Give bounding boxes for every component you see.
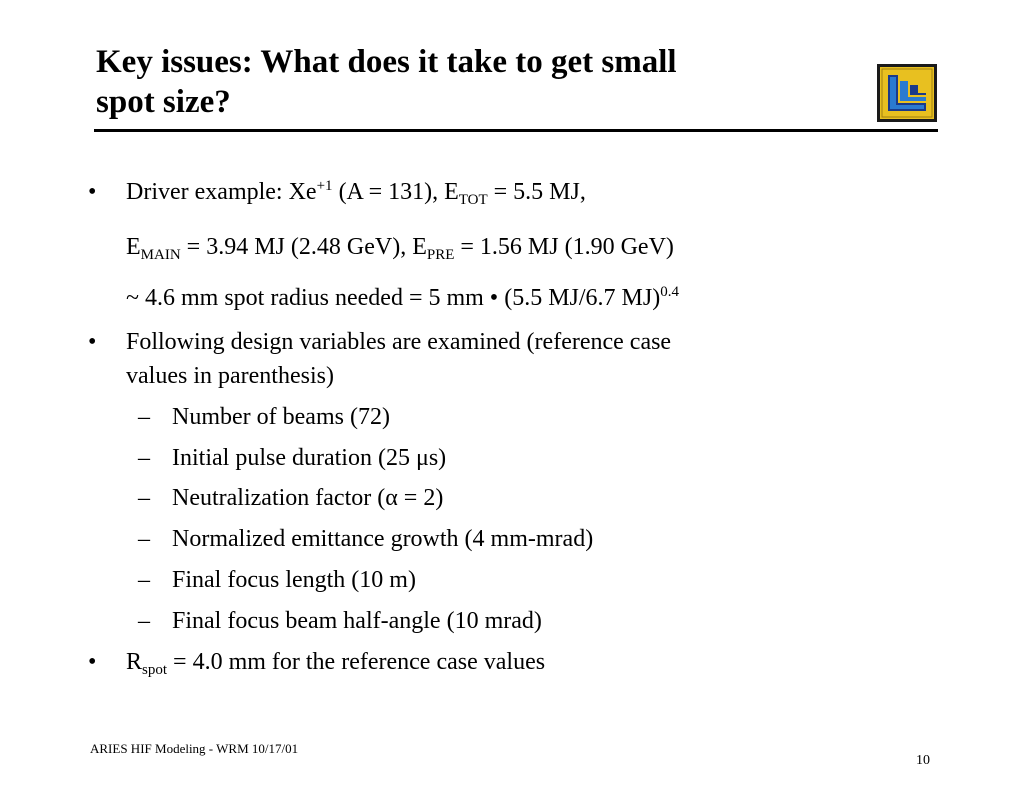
footer-text: ARIES HIF Modeling - WRM 10/17/01 — [90, 741, 299, 756]
sub-bullet-marker: – — [138, 567, 150, 593]
sub-item-number-of-beams: Number of beams (72) — [172, 404, 390, 430]
sub-item-focus-length: Final focus length (10 m) — [172, 567, 416, 593]
sub-item-emittance: Normalized emittance growth (4 mm-mrad) — [172, 526, 594, 552]
bullet-energy-line: $E_{MAIN} = 3.94$ MJ (2.48 GeV), $E_{PRE} = 1.56$ MJ (1.90 GeV) — [126, 234, 674, 263]
page-number: 10 — [916, 753, 930, 768]
bullet-rspot-result: $R_{spot} = 4.0$ mm for the reference case values — [126, 649, 546, 678]
bullet-marker: • — [88, 179, 97, 205]
slide-title — [96, 42, 816, 122]
sub-item-neutralization: Neutralization factor (α = 2) — [172, 485, 444, 511]
sub-bullet-marker: – — [138, 526, 150, 552]
title-line-1: Key issues: What does it take to get small — [96, 44, 677, 80]
title-divider — [94, 129, 938, 132]
bullet-driver-example: Driver example: $Xe^{+1}$ (A = 131), $E_{TOT} = 5.5$ MJ, — [126, 178, 586, 208]
sub-bullet-marker: – — [138, 608, 150, 634]
sub-bullet-marker: – — [138, 485, 150, 511]
bullet-spot-radius-line: ~ 4.6 mm spot radius needed = 5 mm • (5.5 MJ/6.7 MJ)$^{0.4}$ — [126, 284, 679, 311]
sub-bullet-marker: – — [138, 445, 150, 471]
sub-bullet-marker: – — [138, 404, 150, 430]
bullet-design-variables-cont: values in parenthesis) — [126, 363, 334, 389]
sub-item-half-angle: Final focus beam half-angle (10 mrad) — [172, 608, 542, 634]
llnl-logo-icon — [876, 63, 938, 123]
title-line-2: spot size? — [96, 84, 231, 120]
bullet-design-variables: Following design variables are examined (reference case — [126, 329, 672, 355]
sub-item-pulse-duration: Initial pulse duration (25 μs) — [172, 445, 447, 471]
bullet-marker: • — [88, 329, 97, 355]
bullet-marker: • — [88, 649, 97, 675]
